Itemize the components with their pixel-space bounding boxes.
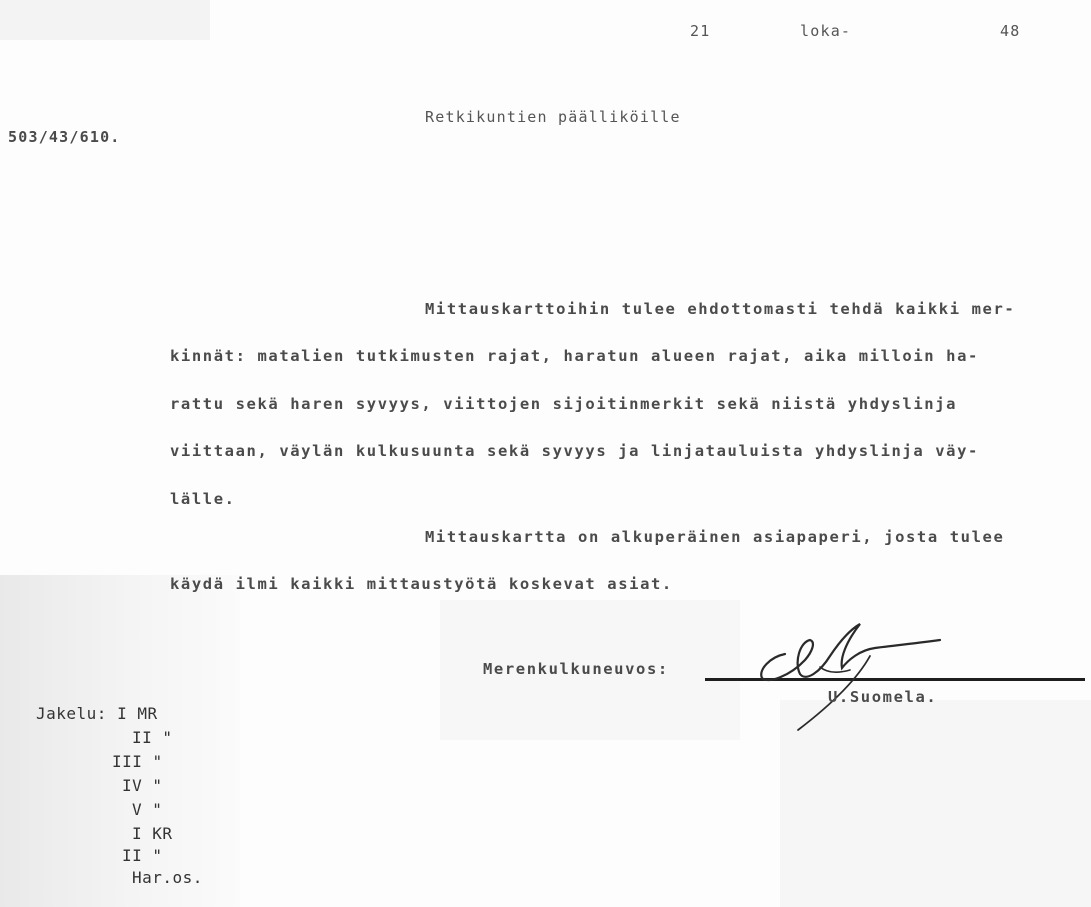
handwritten-signature: [750, 612, 950, 732]
body-line-5: lälle.: [170, 490, 236, 508]
distribution-line-3: III ": [112, 752, 163, 771]
distribution-line-2: II ": [132, 728, 173, 747]
distribution-line-1: Jakelu: I MR: [36, 704, 158, 723]
body-line-4: viittaan, väylän kulkusuunta sekä syvyys ja linjatauluista yhdyslinja väy-: [170, 442, 979, 460]
recipient: Retkikuntien päälliköille: [425, 108, 681, 126]
body-line-2: kinnät: matalien tutkimusten rajat, haratun alueen rajat, aika milloin ha-: [170, 347, 979, 365]
scan-smudge-left: [0, 575, 240, 907]
body-line-6: Mittauskartta on alkuperäinen asiapaperi, josta tulee: [425, 528, 1005, 546]
body-line-1: Mittauskarttoihin tulee ehdottomasti tehdä kaikki mer-: [425, 300, 1016, 318]
signatory-name: U.Suomela.: [828, 688, 938, 706]
distribution-line-8: Har.os.: [132, 868, 203, 887]
distribution-line-4: IV ": [122, 776, 163, 795]
signature-title: Merenkulkuneuvos:: [483, 660, 669, 678]
reference-number: 503/43/610.: [8, 128, 121, 146]
date-month: loka-: [800, 22, 852, 40]
date-year: 48: [1000, 22, 1021, 40]
distribution-line-5: V ": [132, 800, 163, 819]
date-day: 21: [690, 22, 711, 40]
body-line-3: rattu sekä haren syvyys, viittojen sijoitinmerkit sekä niistä yhdyslinja: [170, 395, 958, 413]
distribution-line-7: II ": [122, 846, 163, 865]
distribution-line-6: I KR: [132, 824, 173, 843]
scan-smudge-top: [0, 0, 210, 40]
body-line-7: käydä ilmi kaikki mittaustyötä koskevat asiat.: [170, 575, 673, 593]
